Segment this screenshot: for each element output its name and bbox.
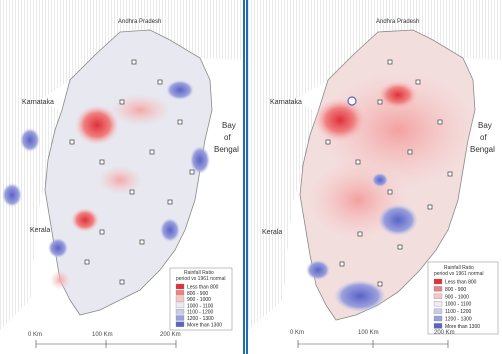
legend-swatch xyxy=(434,279,442,284)
legend-item-label: 1100 - 1200 xyxy=(445,309,472,316)
legend-item-label: Less than 800 xyxy=(187,284,219,291)
legend-item-label: 1100 - 1200 xyxy=(187,309,214,316)
legend-item-label: 900 - 1000 xyxy=(187,297,211,304)
rainfall-hotspot xyxy=(71,208,99,232)
rainfall-coolspot xyxy=(20,128,40,152)
legend-swatch xyxy=(176,284,184,289)
legend xyxy=(170,268,232,330)
legend-swatch xyxy=(176,297,184,302)
label-sea-line1: Bay xyxy=(222,121,236,130)
label-state-north: Andhra Pradesh xyxy=(376,19,420,25)
legend-swatch xyxy=(434,301,442,306)
legend-item-label: More than 1300 xyxy=(445,323,481,330)
label-sea-line2: of xyxy=(224,133,231,142)
legend-item-label: 1000 - 1100 xyxy=(445,301,472,308)
scale-bar xyxy=(28,332,181,348)
legend-item-label: More than 1300 xyxy=(187,322,223,329)
legend-title-line1: Rainfall Ratio xyxy=(184,270,214,276)
scale-label-0: 0 Km xyxy=(290,330,305,336)
legend-item-label: 900 - 1000 xyxy=(445,294,469,301)
label-sea-line2: of xyxy=(480,133,487,142)
legend-swatch xyxy=(434,294,442,299)
label-state-west: Karnataka xyxy=(270,99,302,106)
rainfall-coolspot xyxy=(372,173,388,187)
legend-swatch xyxy=(176,290,184,295)
scale-label-200: 200 Km xyxy=(160,332,181,338)
rainfall-coolspot xyxy=(48,238,68,258)
label-state-west: Karnataka xyxy=(22,99,54,106)
legend-title-line2: period vs 1961 normal xyxy=(176,276,226,282)
legend-item-label: 1200 - 1300 xyxy=(187,316,214,322)
left-map-svg xyxy=(0,0,243,354)
scale-label-100: 100 Km xyxy=(358,330,379,336)
legend-title-line1: Rainfall Ratio xyxy=(444,265,474,271)
legend-swatch xyxy=(176,303,184,308)
legend-swatch xyxy=(434,309,442,314)
label-sea-line3: Bengal xyxy=(214,145,239,154)
rainfall-coolspot xyxy=(160,218,180,242)
rainfall-coolspot xyxy=(378,204,418,236)
label-state-south: Kerala xyxy=(30,227,51,234)
rainfall-coolspot xyxy=(2,183,22,207)
label-state-south: Kerala xyxy=(262,229,283,236)
legend-swatch xyxy=(434,323,442,328)
legend-swatch xyxy=(176,322,184,327)
legend-item-label: 1200 - 1300 xyxy=(445,316,472,323)
rainfall-coolspot xyxy=(166,80,194,100)
legend-item-label: 800 - 900 xyxy=(445,286,467,293)
scale-label-100: 100 Km xyxy=(92,332,113,338)
label-state-north: Andhra Pradesh xyxy=(118,19,162,25)
left-map-panel xyxy=(0,0,245,354)
legend-item-label: 1000 - 1100 xyxy=(187,303,214,310)
scale-label-0: 0 Km xyxy=(28,332,43,338)
white-dot-marker xyxy=(348,97,356,105)
legend-swatch xyxy=(176,316,184,321)
legend-swatch xyxy=(434,316,442,321)
rainfall-hotspot xyxy=(314,98,366,142)
rainfall-patch xyxy=(110,94,170,126)
label-sea-line1: Bay xyxy=(478,121,492,130)
rainfall-coolspot xyxy=(306,260,330,280)
right-map-svg xyxy=(248,0,502,354)
right-map-panel xyxy=(246,0,502,354)
legend-swatch xyxy=(176,309,184,314)
scale-label-200: 200 Km xyxy=(434,330,455,336)
rainfall-hotspot xyxy=(378,81,418,109)
rainfall-patch xyxy=(50,270,70,290)
legend-title-line2: period vs 1961 normal xyxy=(434,271,484,277)
label-sea-line3: Bengal xyxy=(470,145,495,154)
legend-item-label: 800 - 900 xyxy=(187,290,209,297)
legend-item-label: Less than 800 xyxy=(445,279,477,286)
rainfall-patch xyxy=(98,166,142,194)
legend-swatch xyxy=(434,286,442,291)
legend xyxy=(428,262,498,334)
